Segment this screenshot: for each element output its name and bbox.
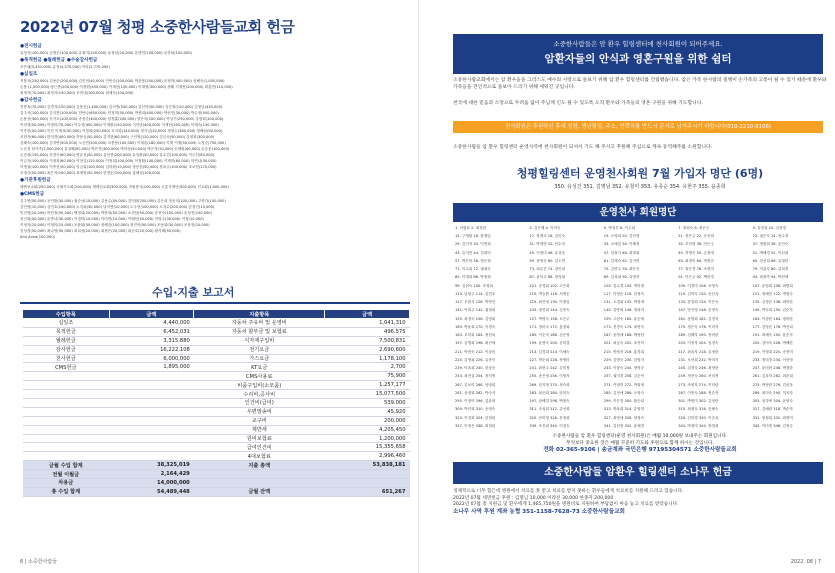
table-cell: 십일조 <box>23 319 110 328</box>
table-cell <box>109 407 194 416</box>
angel-member-entry: 283. 최은희 284. 임미숙 <box>529 390 570 395</box>
angel-member-entry: 325. 안미영 326. 문정희 <box>529 415 570 420</box>
table-cell: CMS헌금 <box>23 363 110 372</box>
table-cell: 15,077,500 <box>325 390 410 399</box>
angel-member-entry: 257. 권미경 258. 김순이 <box>603 374 645 379</box>
table-cell: 목적헌금 <box>23 327 110 336</box>
table-cell <box>23 407 110 416</box>
angel-member-entry: 77. 장은경 78. 조영미 <box>678 267 714 272</box>
angel-member-entry: 157. 박명숙 158. 오은주 <box>529 316 570 321</box>
angel-member-entry: 155. 최경숙 156. 김영희 <box>455 316 496 321</box>
donation-line: 이명섭(100,000) 이종현(50,000) 임금희(100,000) 임하원(10,000) 장동현(50,000) 정옥주(100,000) 조보현(170,000) <box>20 165 217 169</box>
angel-member-entry: 253. 최진실 254. 장지영 <box>455 374 496 379</box>
table-row <box>23 452 410 461</box>
table-cell <box>23 425 110 434</box>
table-cell: 1,200,000 <box>325 434 410 443</box>
angel-member-entry: 21. 장은주 22. 송선희 <box>678 234 714 239</box>
angel-member-entry: 327. 최영애 328. 양정숙 <box>603 415 645 420</box>
table-cell: 2,700 <box>325 363 410 372</box>
angel-member-entry: 185. 이순자 186. 김은정 <box>529 333 570 338</box>
donation-line: 손용 (1,000,000) 양근중(200,000) 이정원(450,000) 이재신(150,000) 이재영(300,000) 정해 기재용(200,000) 최홍만(110,000) <box>20 85 233 89</box>
angel-member-entry: 115. 박승환 116. 서명순 <box>529 291 570 296</box>
table-cell: 38,325,019 <box>109 461 194 470</box>
angel-member-entry: 99. 김현숙 100. 조영희 <box>455 283 493 288</box>
page-number-left: 6 | 소중한사람들 <box>20 559 58 565</box>
angel-member-entry: 43. 유지민 44. 김희덕 <box>455 250 491 255</box>
donation-section-head: ●십일조 <box>20 72 38 77</box>
table-cell: 비품구입비(소모품) <box>194 381 325 390</box>
table-cell: 6,000,000 <box>109 354 194 363</box>
angel-member-entry: 49. 허명숙 50. 손정애 <box>678 250 714 255</box>
total-row <box>23 479 410 488</box>
angel-member-entry: 85. 이명희 86. 박정희 <box>455 275 491 280</box>
note-line1: 소중한사람들 암 환우 힐링센터(운영 천사회원)은 매월 10,000원 보내주는 회원입니다. <box>552 434 728 439</box>
angel-member-entry: 345. 이미정 346. 김정숙 <box>752 423 793 428</box>
table-cell <box>23 399 110 408</box>
angel-member-entry: 315. 최정숙 316. 임혜숙 <box>678 407 719 412</box>
donation-line: Ahn Anna(100,000) <box>20 235 56 239</box>
table-row <box>23 354 410 363</box>
angel-member-entry: 241. 최현주 242. 김미정 <box>529 366 570 370</box>
angel-member-entry: 63. 최정미 64. 박정순 <box>678 258 714 263</box>
angel-member-entry: 289. 최미숙 290. 이옥자 <box>752 390 793 395</box>
report-subtitle: 수입·지출 보고서 <box>152 286 235 299</box>
table-cell: 급여인건비 <box>194 443 325 452</box>
table-cell <box>23 443 110 452</box>
angel-member-entry: 175. 정은숙 176. 이미자 <box>678 324 719 329</box>
donation-section-head: ●감사헌금 <box>20 98 42 103</box>
donation-section <box>20 44 408 56</box>
page-title: 2022년 07월 청평 소중한사람들교회 헌금 <box>20 18 295 36</box>
angel-member-entry: 301. 박영미 302. 김영란 <box>678 399 719 403</box>
angel-member-entry: 261. 김옥자 262. 최순희 <box>752 374 793 379</box>
angel-member-entry: 187. 윤정애 188. 박영란 <box>603 333 645 338</box>
total-row <box>23 487 410 496</box>
table-cell: 1,041,310 <box>325 319 410 328</box>
angel-member-entry: 35. 조미영 36. 안은주 <box>678 242 714 247</box>
angel-member-entry: 341. 김현정 342. 윤혜경 <box>603 423 645 428</box>
header-income-item: 수입항목 <box>23 310 110 319</box>
angel-member-entry: 247. 윤미란 248. 박경란 <box>752 366 793 370</box>
angel-member-entry: 267. 김보라 268. 남영희 <box>455 382 496 387</box>
donation-line: 윤인희(50,000) 윤종녀(30,000) 이경미(10,000) 이미연(10,000) 이혜인(50,000) 이영주(30,000) 이정(10,000) <box>20 217 204 221</box>
angel-member-entry: 219. 이영희 220. 송현미 <box>752 349 793 354</box>
table-cell: 53,838,181 <box>325 461 410 470</box>
table-cell: 전기요금 <box>194 345 325 354</box>
angel-member-entry: 275. 박정란 276. 김선옥 <box>752 382 793 387</box>
angel-member-entry: 87. 윤미숙 88. 장성희 <box>529 275 566 280</box>
table-cell: 교구비 <box>194 416 325 425</box>
angel-member-entry: 197. 김명희 198. 최신애 <box>455 341 496 346</box>
table-cell: 496,575 <box>325 327 410 336</box>
donation-line: 진성경(50,000) 최나영(50,000) 최희성(20,000) 최정은(20,000) 최준호(20,000) 황지혜(50,000) <box>20 229 181 233</box>
table-cell: 2,164,429 <box>109 470 194 479</box>
table-cell <box>23 390 110 399</box>
table-cell <box>325 470 410 479</box>
angel-member-entry: 311. 조성희 312. 김선희 <box>529 407 570 412</box>
table-cell <box>23 452 110 461</box>
income-expense-table <box>22 309 410 497</box>
angel-member-entry: 269. 한지영 270. 정숙희 <box>529 382 570 387</box>
angel-member-entry: 143. 정선희 144. 김종숙 <box>529 308 570 313</box>
angel-member-entry: 255. 송은영 256. 이영자 <box>529 374 570 379</box>
table-cell: 3,315,880 <box>109 336 194 345</box>
table-row <box>23 434 410 443</box>
angel-member-entry: 105. 이경미 106. 조영숙 <box>678 283 719 288</box>
angel-member-entry: 217. 최옥자 218. 김정란 <box>678 349 719 354</box>
angel-member-entry: 339. 조진희 340. 이경숙 <box>529 423 570 428</box>
pine-account: 소나무 사역 후원 계좌 농협 351-1158-7628-73 소중한사람들교회 <box>453 508 625 515</box>
angel-member-entry: 65. 강선희 66. 유정란 <box>752 258 789 263</box>
table-cell <box>23 372 110 381</box>
donation-line: 이미경(50,000) 이명미(70,000) 이수진(400,000) 이재환(150,000) 이인남(400,000) 이재선(200,000) 이재숙(130,000) <box>20 123 219 127</box>
angel-member-entry: 103. 김수경 104. 박미정 <box>603 283 645 288</box>
angel-member-entry: 33. 오태임 34. 이혜정 <box>603 242 640 247</box>
angel-member-entry: 129. 최인영 130. 이정임 <box>529 300 570 305</box>
angel-member-entry: 15. 구재원 16. 함재임 <box>455 234 491 239</box>
angel-member-entry: 281. 윤정희 282. 박숙자 <box>455 390 496 395</box>
angel-member-entry: 57. 박은미 58. 정은희 <box>455 258 491 263</box>
table-cell: 1,257,177 <box>325 381 410 390</box>
table-cell <box>109 372 194 381</box>
angel-member-entry: 271. 이영미 272. 박희정 <box>603 382 645 387</box>
table-cell: 우편발송비 <box>194 407 325 416</box>
angel-member-entry: 93. 최정아 94. 박선애 <box>752 275 789 280</box>
angel-member-entry: 201. 최금숙 202. 조선미 <box>603 341 645 346</box>
angel-member-entry: 259. 정현숙 260. 서미정 <box>678 374 719 379</box>
donation-line: 이종현(50,000) 이진 이재표(50,000) 이정희(250,000) 조지희(140,000) 정기일(20,000) 정영수(360,000) 정해남(90,000) <box>20 129 223 133</box>
table-cell <box>23 416 110 425</box>
table-cell: 금월 수입 합계 <box>23 461 110 470</box>
table-row <box>23 381 410 390</box>
angel-member-entry: 285. 김정애 286. 오영숙 <box>603 390 645 395</box>
angel-member-entry: 71. 이수희 72. 권재숙 <box>455 267 491 272</box>
donation-line: 조현자(60,000) 한미경(400,000) 허봉균(50,000) 김지현(60,000) 구인영(120,000) 김금숙(50,000) 김영희(300,000) <box>20 135 215 139</box>
angel-member-entry: 135. 김정순 136. 최미란 <box>752 300 793 305</box>
angel-member-entry: 133. 한경희 134. 이은숙 <box>678 300 719 305</box>
table-cell: 제반세 <box>194 425 325 434</box>
table-cell: 6,452,031 <box>109 327 194 336</box>
angel-member-entry: 203. 이정자 204. 임경숙 <box>678 341 719 346</box>
angel-member-entry: 295. 이정아 296. 김윤희 <box>455 399 496 403</box>
angel-member-entry: 183. 조미희 184. 정현옥 <box>455 333 496 338</box>
angel-member-entry: 245. 김경숙 246. 최영란 <box>678 366 719 370</box>
contact-line: 전화 02-365-9106 | 송금계좌 국민은행 97195304571 소중한사람들교회 <box>543 447 737 453</box>
angel-member-entry: 161. 문영희 162. 김경자 <box>678 316 719 321</box>
banner-line1: 소중한사람들은 암 환우 힐링센터에 천사회원이 되어주세요. <box>553 40 723 48</box>
angel-member-entry: 19. 오영희 20. 김선영 <box>603 234 640 239</box>
table-row <box>23 345 410 354</box>
angel-member-entry: 61. 김재숙 62. 김지연 <box>603 258 640 263</box>
pine-line3: 2022년 07월 총 지원금 및 환우에게 1,465,750원을 병원비로 지원하여 부담없이 마음 놓고 치료를 받았습니다. <box>453 502 679 507</box>
angel-member-entry: 9. 유진희 10. 김현정 <box>752 226 786 230</box>
table-cell: 감사헌금 <box>23 345 110 354</box>
header-expense-item: 지출항목 <box>194 310 325 319</box>
table-cell <box>325 479 410 488</box>
angel-member-entry: 29. 김인자 30. 이연희 <box>455 242 491 247</box>
table-row <box>23 336 410 345</box>
angel-member-entry: 309. 박민희 310. 송영숙 <box>455 407 496 412</box>
table-cell: 4,205,450 <box>325 425 410 434</box>
donation-line: 유성진(100,000) 김명순(100,000) 유철미(100,000) 윤정님(20,000) 유명연(100,000) 윤종희(100,000) <box>20 51 192 55</box>
angel-member-entry: 73. 최유진 74. 강인희 <box>529 267 566 272</box>
angel-member-entry: 141. 이희주 142. 권정희 <box>455 308 496 313</box>
table-cell: 월례헌금 <box>23 336 110 345</box>
angel-member-entry: 117. 이영순 118. 한정숙 <box>603 291 645 296</box>
angel-member-entry: 343. 박정미 344. 장영희 <box>678 423 719 428</box>
header-expense-amount: 금액 <box>325 310 410 319</box>
table-cell: 14,000,000 <box>109 479 194 488</box>
table-cell <box>109 399 194 408</box>
table-cell <box>109 390 194 399</box>
page-number-right: 2022. 08 | 7 <box>790 559 821 565</box>
angel-member-entry: 233. 정미경 234. 이선영 <box>752 357 793 362</box>
donation-section-head: ●목적헌금 ●월례헌금 ●수술감사헌금 <box>20 58 98 63</box>
angel-member-entry: 75. 김연주 76. 최은숙 <box>603 267 640 272</box>
total-row <box>23 470 410 479</box>
table-cell: CMS사용료 <box>194 372 325 381</box>
table-cell: 4대보험료 <box>194 452 325 461</box>
table-cell: 75,900 <box>325 372 410 381</box>
angel-member-entry: 145. 김양희 146. 정희자 <box>603 308 645 313</box>
donation-section <box>20 72 408 96</box>
table-row <box>23 319 410 328</box>
total-row <box>23 461 410 470</box>
angel-member-entry: 5. 박성우 6. 이주희 <box>603 226 635 230</box>
angel-member-entry: 299. 이은경 300. 황순희 <box>603 399 645 403</box>
angel-member-entry: 51. 박혜경 52. 이선희 <box>752 250 789 255</box>
table-cell: 4,440,000 <box>109 319 194 328</box>
angel-member-entry: 59. 정영숙 60. 김도연 <box>529 258 566 263</box>
donation-section-head: ●CMS헌금 <box>20 192 45 197</box>
table-cell: 1,178,100 <box>325 354 410 363</box>
table-cell: 전월 이월금 <box>23 470 110 479</box>
angel-member-entry: 113. 남영주 114. 김진호 <box>455 291 496 296</box>
angel-member-entry: 3. 김은혜 4. 이미숙 <box>529 226 561 230</box>
donation-line: 손순희(150,000) 송현숙(60,000) 양유진(50,000) 유선현(200,000) 유임환(50,000) 유수진(100,000) 이도선(80,000) <box>20 153 215 157</box>
table-cell: 651,267 <box>325 487 410 496</box>
table-cell: KT요금 <box>194 363 325 372</box>
angel-member-entry: 231. 오선희 232. 박미자 <box>678 357 719 362</box>
donation-line: 전봉옥(70,000) 김경자(150,000) 김용진(1,400,000) 김서영(540,000) 김선아(50,000) 김순정(120,000) 김정님(430,000) <box>20 105 223 109</box>
angel-member-entry: 229. 김명숙 230. 한영자 <box>603 357 645 362</box>
angel-member-entry: 199. 윤영숙 200. 송미경 <box>529 341 570 346</box>
header-income-amount: 금액 <box>109 310 194 319</box>
donation-section-head: ●전시헌금 <box>20 44 42 49</box>
angel-member-entry: 205. 강미숙 206. 박혜란 <box>752 341 793 346</box>
angel-member-entry: 239. 이옥희 240. 한상숙 <box>455 366 496 370</box>
angel-member-entry: 79. 이효숙 80. 김희경 <box>752 267 789 272</box>
table-row <box>23 425 410 434</box>
table-row <box>23 327 410 336</box>
table-cell: 지출 총액 <box>194 461 325 470</box>
table-cell: 54,489,448 <box>109 487 194 496</box>
table-row <box>23 443 410 452</box>
pine-offering-text <box>453 489 827 515</box>
angel-member-entry: 147. 안지영 148. 신정숙 <box>678 308 719 313</box>
angel-member-entry: 101. 송경희 102. 고은희 <box>529 283 570 288</box>
table-cell: 15,355,658 <box>325 443 410 452</box>
angel-member-entry: 317. 김혜란 318. 박순자 <box>752 407 793 412</box>
membership-note <box>453 434 827 454</box>
table-row <box>23 407 410 416</box>
table-cell: 539,000 <box>325 399 410 408</box>
angel-member-entry: 273. 조영자 274. 이미란 <box>678 382 719 387</box>
angel-member-grid <box>453 225 825 431</box>
table-cell: 16,222,108 <box>109 345 194 354</box>
angel-member-entry: 7. 정희숙 8. 최은주 <box>678 226 710 230</box>
donation-section-head: ●기관후원헌금 <box>20 178 51 183</box>
table-cell: 1,895,000 <box>109 363 194 372</box>
angel-member-entry: 177. 김영순 178. 박선희 <box>752 324 793 329</box>
donation-line: 민인영(20,000) 박현정(50,000) 백경희(20,000) 박찬희(50,000) 소현남(50,000) 송현숙(100,000) 윤성진(100,000) <box>20 211 212 215</box>
donation-line: 김인영(10,000) 김민호(100,000) 노지희(30,000) 남지연(10,000) 도주현(100,000) 도지수(200,000) 문경진(10,000) <box>20 205 215 209</box>
table-cell: 인건비(급여) <box>194 399 325 408</box>
table-cell <box>194 479 325 488</box>
donation-line: 이금자(100,000) 이정희(60,000) 이상길(120,000) 이정희(100,000) 이정환(100,000) 이재미(60,000) 이연나(50,000) <box>20 159 217 163</box>
donation-section <box>20 98 408 176</box>
angel-member-entry: 337. 이정은 338. 최정희 <box>455 423 496 428</box>
angel-member-entry: 213. 김경희 214. 이혜숙 <box>529 349 570 354</box>
donation-line: 노준성 외가족(2,000,000) 류청해(50,000) 박은진(300,000) 박하성(50,000) 박은자(70,000) 신채원(40,000) 손승운(100,000) <box>20 147 230 151</box>
angel-member-entry: 215. 박정자 216. 홍경희 <box>603 349 645 354</box>
table-cell: 2,996,460 <box>325 452 410 461</box>
pine-offering-banner: 소중한사람들 암환우 힐링센터 소나무 헌금 <box>453 462 823 484</box>
donation-line: 최정자(70,000) 최정자(150,000) 조현대(100,000) 최세준(100,000) <box>20 91 134 95</box>
table-cell <box>23 434 110 443</box>
subtitle-rule <box>20 302 410 304</box>
angel-member-entry: 313. 박옥희 314. 유영미 <box>603 407 645 412</box>
table-cell: 총 수입 합계 <box>23 487 110 496</box>
support-paragraph: 소중한사람들 암 환우 힐링센터 운영사역에 천사회원이 되셔서 기도 해 주시고 후원해 주심으로 계속 동역해주를 소원합니다. <box>453 145 713 150</box>
angel-member-entry: 173. 전경숙 174. 최영숙 <box>603 324 645 329</box>
table-cell: 가스요금 <box>194 354 325 363</box>
table-cell <box>109 452 194 461</box>
pine-line2: 2022년 07월 세면헌금 후원 : 김명님 10,000 이라선 30,000 한종자 200,000 <box>453 495 614 501</box>
angel-member-entry: 89. 김성희 90. 유영자 <box>603 275 640 280</box>
table-cell: 자동차 할부금 및 보험료 <box>194 327 325 336</box>
table-cell <box>109 381 194 390</box>
donation-line: 손용선(300,000) 송가오(100,000) 송정순(400,000) 양경훈(200,000) 양은숙(100,000) 여상구(250,000) 우명희(100,000) <box>20 117 224 121</box>
table-cell <box>109 416 194 425</box>
table-cell <box>23 381 110 390</box>
angel-member-entry: 37. 정원희 38. 윤진숙 <box>752 242 789 247</box>
table-row <box>23 416 410 425</box>
donation-section <box>20 178 408 190</box>
angel-member-entry: 45. 이정미 46. 유상준 <box>529 250 566 255</box>
angel-member-entry: 119. 김미숙 120. 송선옥 <box>678 291 719 296</box>
table-cell: 수리비,공사비 <box>194 390 325 399</box>
new-members-heading: 청평힐링센터 운영천사회원 7월 가입자 명단 (6명) <box>516 167 764 180</box>
angel-member-entry: 303. 정경애 304. 윤영숙 <box>752 399 793 403</box>
table-cell: 차용금 <box>23 479 110 488</box>
table-cell: 원비보험료 <box>194 434 325 443</box>
new-members-list: 350. 유성진 351. 김명님 352. 유철미 353. 유종순 354. 유현주 355. 윤종희 <box>554 184 726 190</box>
angel-member-entry: 91. 이은주 92. 백미경 <box>678 275 714 280</box>
angel-member-entry: 171. 정미숙 172. 홍정희 <box>529 324 570 329</box>
angel-member-entry: 131. 오경희 132. 박정애 <box>603 300 645 305</box>
angel-member-entry: 47. 임정기 48. 최정희 <box>603 250 640 255</box>
table-cell: 7,500,831 <box>325 336 410 345</box>
table-cell <box>194 470 325 479</box>
table-cell <box>109 425 194 434</box>
angel-member-entry: 225. 김영희 226. 유종숙 <box>455 357 496 362</box>
angel-member-entry: 121. 정혜진 122. 박영숙 <box>752 291 793 296</box>
pine-line1: 경제적으로 너무 힘든데 병원에서 치료를 못 받고 치료를 받지 못하는 환우들에게 치료비를 지원해 드리고 있습니다. <box>453 489 684 494</box>
angel-member-entry: 211. 박현숙 212. 이상미 <box>455 349 496 354</box>
angel-member-entry: 17. 장재숙 18. 김인숙 <box>529 234 566 239</box>
donation-line: 조정식(50,000) 최은자(200,000) 최재명(50,000) 한정순(100,000) 홍혜성(100,000) <box>20 171 161 175</box>
donation-line: 김주연(50,000) 공인환(30,000) 권순남(10,000) 김용수(50,000) 김인환(200,000) 김은희 정윤미(100,000) 고중다(100,000) <box>20 199 226 203</box>
prayer-paragraph: 천국에 대한 믿음과 소망으로 두려움 없이 주님께 인도 될 수 있도록 오직 환우와 가족들의 영혼 구원을 위해 기도합니다. <box>453 101 703 106</box>
table-cell: 천사헌금 <box>23 354 110 363</box>
angel-member-entry: 1. 이원표 2. 최경란 <box>455 226 487 230</box>
angel-member-entry: 159. 고현숙 160. 유순애 <box>603 316 645 321</box>
angel-member-entry: 127. 우원식 128. 박정인 <box>455 300 496 305</box>
table-cell <box>109 434 194 443</box>
table-cell: 금월 잔액 <box>194 487 325 496</box>
table-row <box>23 390 410 399</box>
donation-line: 김주석(100,000) 김지현(100,000) 민안나(650,000) 민정미(50,000) 박봉희(400,000) 박선진(30,000) 박수정(500,000) <box>20 111 219 115</box>
angel-member-entry: 23. 권은숙 24. 정수경 <box>752 234 789 239</box>
donation-section <box>20 192 408 240</box>
table-row <box>23 372 410 381</box>
angel-member-entry: 189. 김혜자 190. 장미란 <box>678 333 719 338</box>
angel-member-entry: 227. 박순희 228. 정영미 <box>529 357 570 362</box>
angel-member-entry: 163. 이경란 164. 정미란 <box>752 316 793 321</box>
angel-member-entry: 169. 박윤희 170. 이정숙 <box>455 324 496 329</box>
table-cell: 200,000 <box>325 416 410 425</box>
right-page <box>418 0 835 573</box>
donation-line: 이정자(20,000) 이재미(10,000) 조완희(50,000) 정혜진(100,000) 정진아(50,000) 조남희(30,000) 조웅현(10,000) <box>20 223 210 227</box>
donation-line: 전봉옥(250,000) 김용순(200,000) 김진현(40,000) 민안순(100,000) 박윤봉(200,000) 문정미(400,000) 성해숙(1,000,000) <box>20 79 225 83</box>
angel-member-entry: 107. 윤영희 108. 최명희 <box>752 283 793 288</box>
donation-section <box>20 58 408 70</box>
donation-line: 조은래(5,452,000) 유정(4,370,000) 이라(2,770,000) <box>20 65 110 69</box>
donation-line: 김혜숙(100,000) 김지연(500,000) 노승연(200,000) 모충봉(100,000) 이재윤(180,000) 이재 기재(50,000) 노경순(750,000) <box>20 141 226 145</box>
angel-banner <box>453 34 823 74</box>
angel-list-banner: 운영천사 회원명단 <box>453 203 823 222</box>
angel-member-entry: 149. 박숙희 150. 김순자 <box>752 308 793 313</box>
angel-member-entry: 329. 김미경 330. 이순옥 <box>678 415 719 420</box>
table-cell: 자동차 주유비 및 운영비 <box>194 319 325 328</box>
angel-member-entry: 331. 장정희 332. 최영미 <box>752 415 793 420</box>
angel-member-entry: 191. 최혜숙 192. 윤순자 <box>752 333 793 338</box>
table-row <box>23 399 410 408</box>
table-cell <box>109 443 194 452</box>
angel-member-entry: 287. 이현숙 288. 정순자 <box>678 390 719 395</box>
table-cell: 45,920 <box>325 407 410 416</box>
intro-paragraph: 소중한사람교회에서는 암 환우들을 그리스도 예수의 사랑으로 돌보기 위해 암 환우 힐링센터를 건립했습니다. 암은 가족 한사람의 질병이 손가족의 고통이 될 수 있기 때문에 환우와 가족들을 전인적으로 돌보아 드리기 위해 세워진 곳입니다. <box>453 78 827 90</box>
banner-line2: 암환자들의 안식과 영혼구원을 위한 쉼터 <box>544 53 732 65</box>
angel-member-entry: 243. 이향숙 244. 정영순 <box>603 366 645 370</box>
angel-member-entry: 297. 장혜경 298. 백정숙 <box>529 399 570 403</box>
table-cell: 2,690,600 <box>325 345 410 354</box>
table-cell: 식자재구입비 <box>194 336 325 345</box>
donation-list <box>20 44 408 242</box>
donation-line: 에벤선교회(200,000) 국제기도회(100,000) 세계선교회(300,000) 자원봉사(100,000) 오롯식재단(500,000) 선교회(1,000,000) <box>20 185 229 189</box>
note-line2: 무엇보다 중요한 것은 매월 꾸준히 기도와 후원으로 함께 하시는 것입니다. <box>566 440 714 446</box>
table-row <box>23 363 410 372</box>
angel-member-entry: 31. 박재영 32. 민수진 <box>529 242 566 247</box>
angel-member-entry: 323. 이경희 324. 한정희 <box>455 415 496 420</box>
notice-bar: 천사회원은 후원하신 후에 성함, 생년월일, 주소, 연락처를 반드시 문자로 남겨주시기 바랍니다(010-2210-9106) <box>453 121 823 133</box>
